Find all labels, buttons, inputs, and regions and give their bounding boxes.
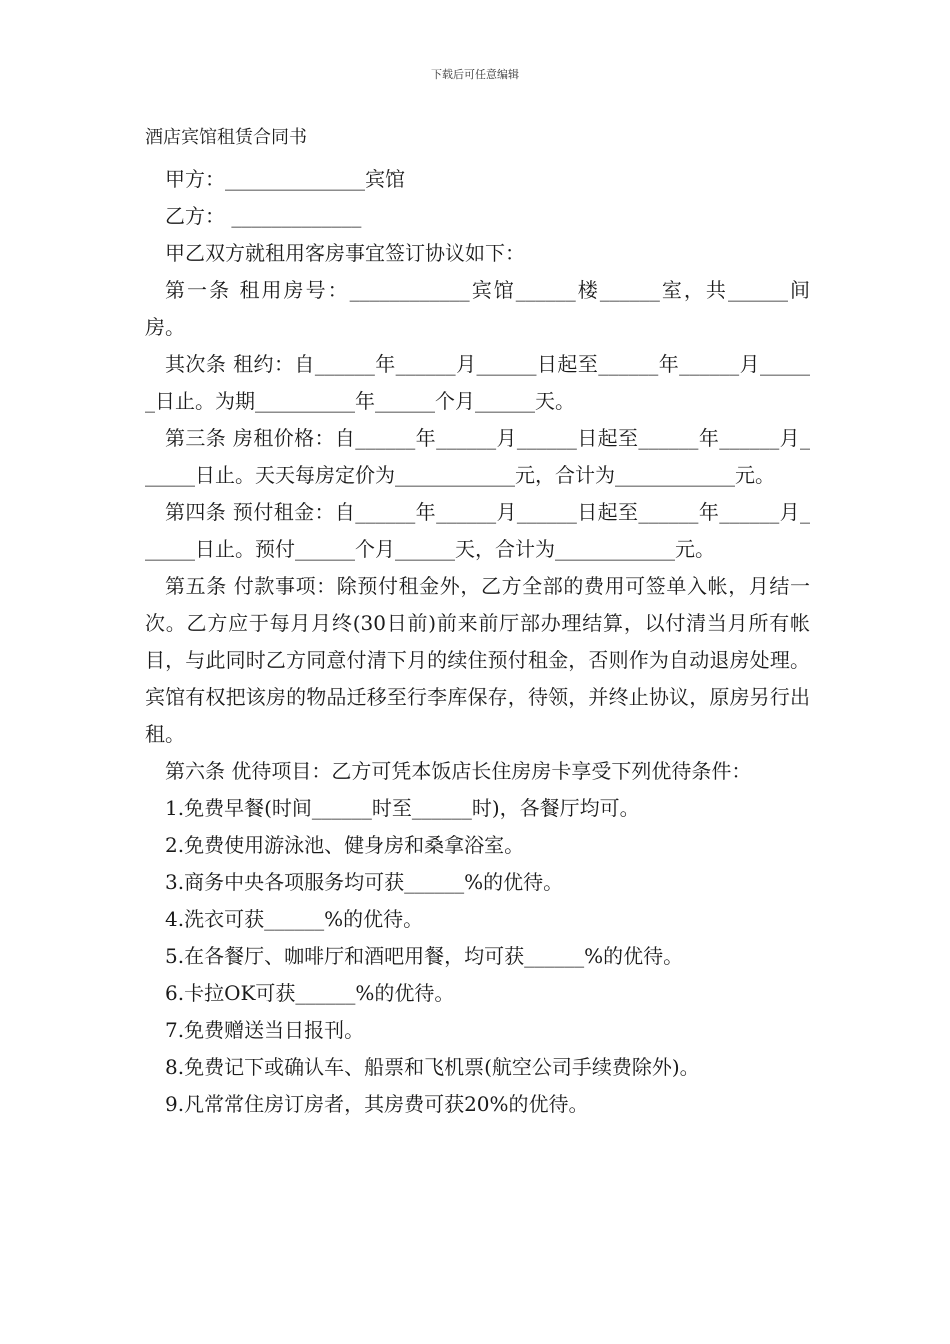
list-item: 3.商务中央各项服务均可获______%的优待。: [165, 870, 564, 894]
article-4-prepayment: 第四条 预付租金：自______年______月______日起至______年______月______日止。预付______个月______天，合计为____________元。: [145, 500, 810, 561]
article-1-room: 第一条 租用房号：____________宾馆______楼______室，共______间房。: [145, 278, 810, 339]
party-a-line: 甲方：______________宾馆: [165, 167, 405, 191]
article-5-payment: 第五条 付款事项：除预付租金外，乙方全部的费用可签单入帐，月结一次。乙方应于每月月终(30日前)前来前厅部办理结算，以付清当月所有帐目，与此同时乙方同意付清下月的续住预付租金，否则作为自动退房处理。宾馆有权把该房的物品迁移至行李库保存，待领，并终止协议，原房另行出租。: [145, 574, 810, 746]
list-item: 4.洗衣可获______%的优待。: [165, 907, 424, 931]
list-item: 6.卡拉OK可获______%的优待。: [165, 981, 455, 1005]
list-item: 9.凡常常住房订房者，其房费可获20%的优待。: [165, 1092, 589, 1116]
article-3-price: 第三条 房租价格：自______年______月______日起至______年______月______日止。天天每房定价为____________元，合计为____________元。: [145, 426, 810, 487]
document-title: 酒店宾馆租赁合同书: [145, 127, 307, 148]
list-item: 5.在各餐厅、咖啡厅和酒吧用餐，均可获______%的优待。: [165, 944, 684, 968]
list-item: 2.免费使用游泳池、健身房和桑拿浴室。: [165, 833, 525, 857]
page-header-note: 下载后可任意编辑: [431, 68, 519, 81]
list-item: 8.免费记下或确认车、船票和飞机票(航空公司手续费除外)。: [165, 1055, 700, 1079]
agreement-intro: 甲乙双方就租用客房事宜签订协议如下：: [165, 241, 525, 265]
document-body: [145, 124, 810, 1123]
article-6-benefits: 第六条 优待项目：乙方可凭本饭店长住房房卡享受下列优待条件：: [165, 759, 752, 783]
party-b-line: 乙方： _____________: [165, 204, 362, 228]
list-item: 7.免费赠送当日报刊。: [165, 1018, 365, 1042]
benefits-list: [145, 790, 810, 1123]
article-2-term: 其次条 租约：自______年______月______日起至______年______月______日止。为期__________年______个月______天。: [145, 352, 810, 413]
list-item: 1.免费早餐(时间______时至______时)，各餐厅均可。: [165, 796, 640, 820]
